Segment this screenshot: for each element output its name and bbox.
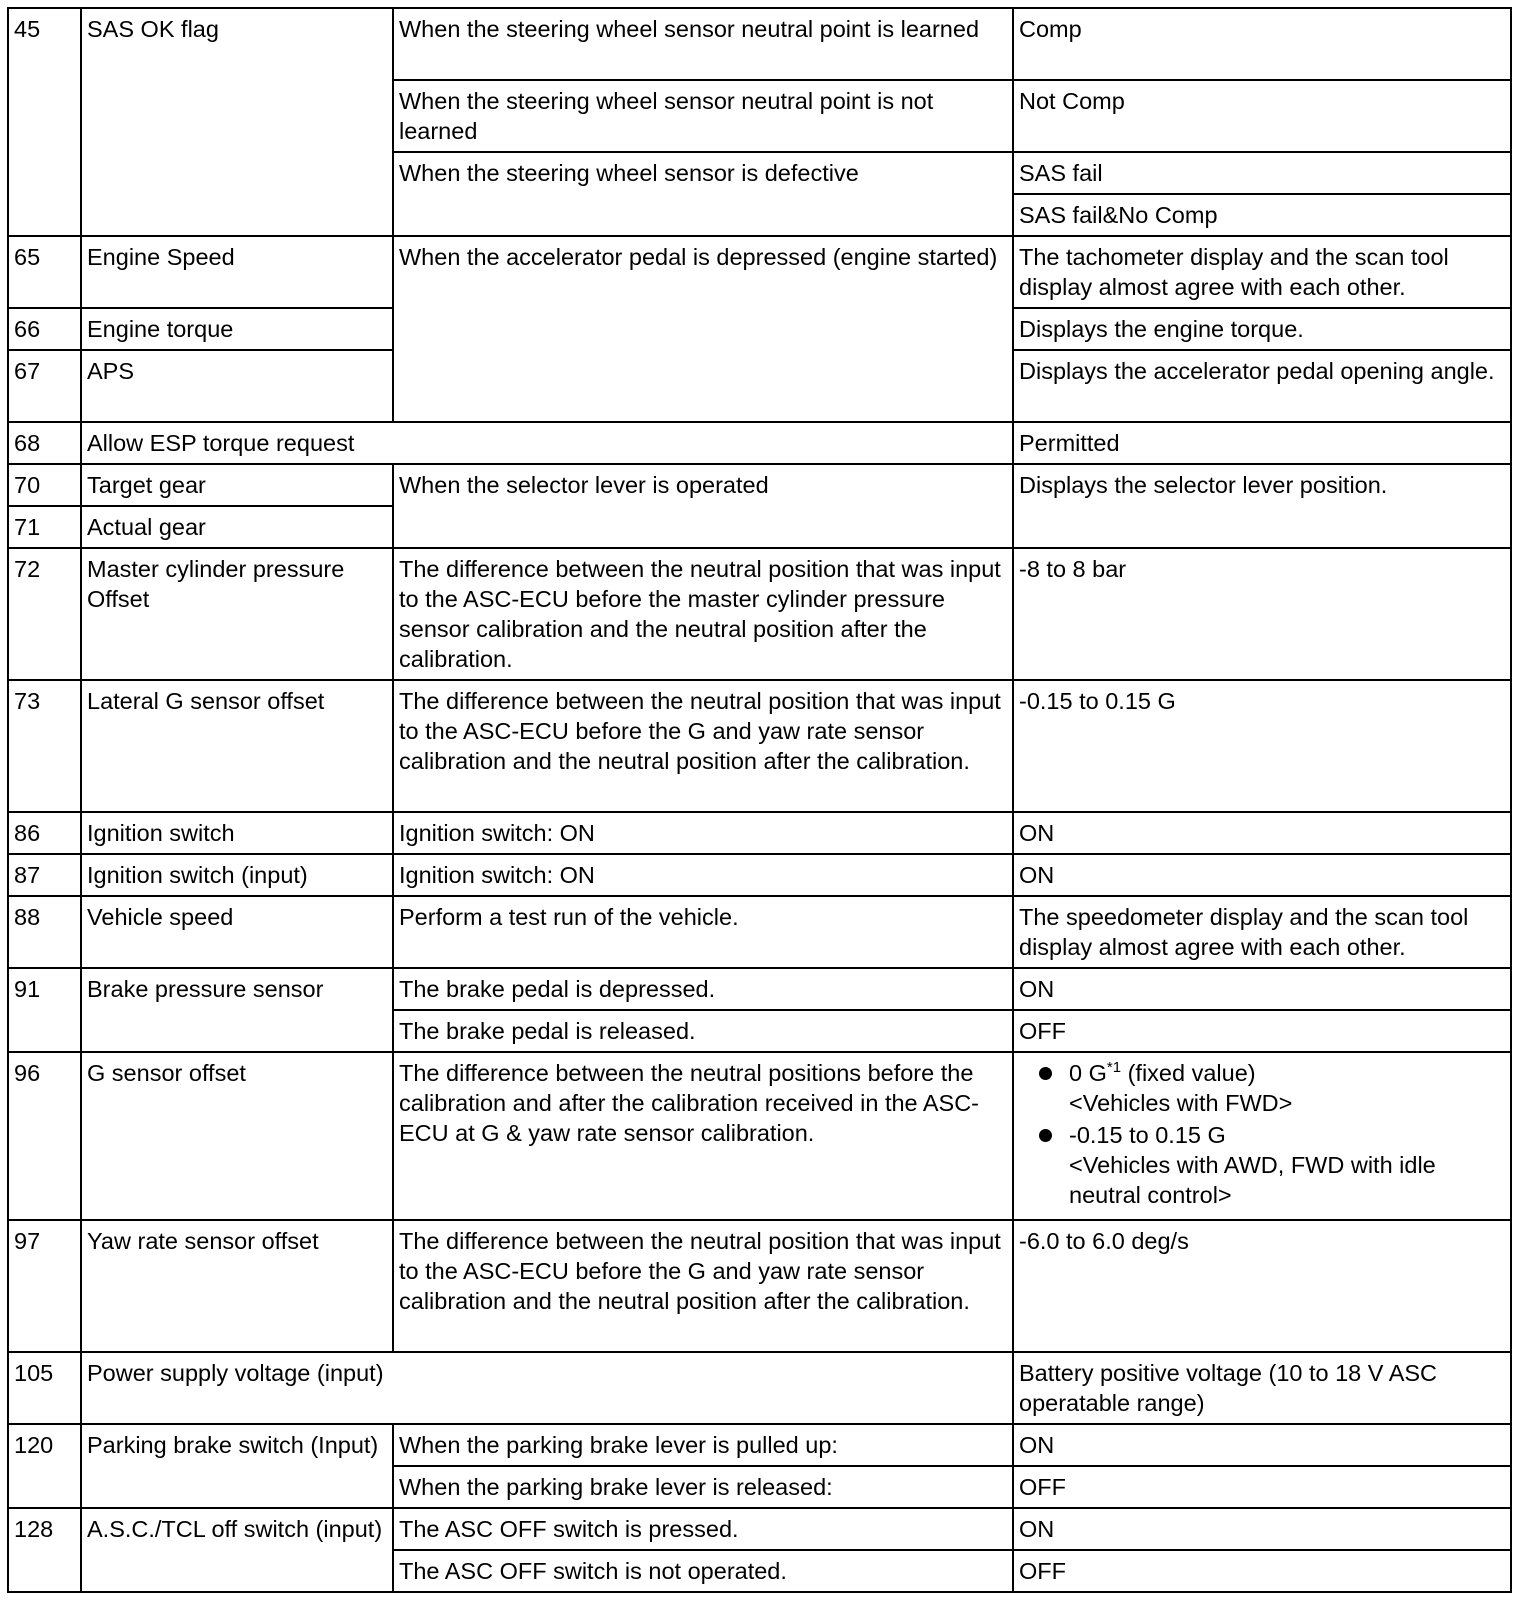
item-name: Vehicle speed	[81, 896, 393, 968]
table-row	[8, 8, 1511, 80]
check-condition: The ASC OFF switch is pressed.	[393, 1508, 1013, 1550]
check-condition: Ignition switch: ON	[393, 812, 1013, 854]
table-row	[8, 548, 1511, 680]
item-name: Brake pressure sensor	[81, 968, 393, 1052]
normal-condition: The speedometer display and the scan tool display almost agree with each other.	[1013, 896, 1511, 968]
item-no: 68	[8, 422, 81, 464]
bullet-value: 0 G	[1069, 1060, 1107, 1086]
item-no: 70	[8, 464, 81, 506]
service-data-page	[7, 7, 1510, 1593]
item-no: 71	[8, 506, 81, 548]
bullet-line	[1069, 1058, 1506, 1088]
table-row	[8, 812, 1511, 854]
service-data-table	[7, 7, 1512, 1593]
bullet-value: -0.15 to 0.15 G	[1069, 1122, 1226, 1148]
table-row	[8, 854, 1511, 896]
check-condition: The ASC OFF switch is not operated.	[393, 1550, 1013, 1592]
list-item	[1019, 1058, 1506, 1118]
bullet-icon	[1039, 1129, 1052, 1142]
item-no: 128	[8, 1508, 81, 1592]
item-name: Target gear	[81, 464, 393, 506]
normal-condition: Not Comp	[1013, 80, 1511, 152]
table-row	[8, 680, 1511, 812]
normal-condition: The tachometer display and the scan tool display almost agree with each other.	[1013, 236, 1511, 308]
check-condition: Ignition switch: ON	[393, 854, 1013, 896]
table-row	[8, 1220, 1511, 1352]
normal-condition: Displays the selector lever position.	[1013, 464, 1511, 548]
item-name: Ignition switch (input)	[81, 854, 393, 896]
check-condition: When the steering wheel sensor neutral point is not learned	[393, 80, 1013, 152]
normal-condition: Displays the engine torque.	[1013, 308, 1511, 350]
bullet-suffix: (fixed value)	[1121, 1060, 1256, 1086]
table-row	[8, 236, 1511, 308]
item-no: 65	[8, 236, 81, 308]
item-name: Parking brake switch (Input)	[81, 1424, 393, 1508]
item-name: Allow ESP torque request	[81, 422, 1013, 464]
check-condition: When the accelerator pedal is depressed (engine started)	[393, 236, 1013, 422]
normal-condition: OFF	[1013, 1550, 1511, 1592]
list-item	[1019, 1120, 1506, 1210]
normal-condition: Battery positive voltage (10 to 18 V ASC operatable range)	[1013, 1352, 1511, 1424]
item-name: Engine Speed	[81, 236, 393, 308]
item-no: 72	[8, 548, 81, 680]
bullet-note: <Vehicles with FWD>	[1069, 1090, 1293, 1116]
normal-condition: SAS fail&No Comp	[1013, 194, 1511, 236]
item-name: SAS OK flag	[81, 8, 393, 236]
normal-condition: SAS fail	[1013, 152, 1511, 194]
table-row	[8, 1052, 1511, 1220]
table-row	[8, 1424, 1511, 1466]
check-condition: The brake pedal is released.	[393, 1010, 1013, 1052]
item-name: Yaw rate sensor offset	[81, 1220, 393, 1352]
item-no: 67	[8, 350, 81, 422]
item-name: G sensor offset	[81, 1052, 393, 1220]
check-condition: When the steering wheel sensor neutral point is learned	[393, 8, 1013, 80]
normal-condition: ON	[1013, 1424, 1511, 1466]
item-name: Lateral G sensor offset	[81, 680, 393, 812]
item-no: 97	[8, 1220, 81, 1352]
item-no: 88	[8, 896, 81, 968]
check-condition: Perform a test run of the vehicle.	[393, 896, 1013, 968]
normal-condition	[1013, 1052, 1511, 1220]
normal-condition: ON	[1013, 1508, 1511, 1550]
item-name: APS	[81, 350, 393, 422]
normal-condition: -8 to 8 bar	[1013, 548, 1511, 680]
item-name: Engine torque	[81, 308, 393, 350]
normal-condition: Permitted	[1013, 422, 1511, 464]
item-no: 120	[8, 1424, 81, 1508]
item-no: 91	[8, 968, 81, 1052]
normal-condition: ON	[1013, 854, 1511, 896]
normal-condition: Displays the accelerator pedal opening angle.	[1013, 350, 1511, 422]
normal-condition: Comp	[1013, 8, 1511, 80]
item-name: Actual gear	[81, 506, 393, 548]
normal-condition: -6.0 to 6.0 deg/s	[1013, 1220, 1511, 1352]
item-no: 45	[8, 8, 81, 236]
item-no: 86	[8, 812, 81, 854]
item-name: Master cylinder pressure Offset	[81, 548, 393, 680]
item-no: 87	[8, 854, 81, 896]
table-row	[8, 896, 1511, 968]
item-name: A.S.C./TCL off switch (input)	[81, 1508, 393, 1592]
table-row	[8, 464, 1511, 506]
normal-condition-list	[1019, 1058, 1506, 1210]
item-no: 66	[8, 308, 81, 350]
check-condition: When the steering wheel sensor is defective	[393, 152, 1013, 236]
check-condition: When the parking brake lever is pulled up:	[393, 1424, 1013, 1466]
check-condition: The difference between the neutral position that was input to the ASC-ECU before the master cylinder pressure sensor calibration and the neutral position after the calibration.	[393, 548, 1013, 680]
normal-condition: -0.15 to 0.15 G	[1013, 680, 1511, 812]
footnote-marker: *1	[1106, 1059, 1122, 1077]
item-no: 105	[8, 1352, 81, 1424]
table-row	[8, 968, 1511, 1010]
check-condition: The brake pedal is depressed.	[393, 968, 1013, 1010]
bullet-icon	[1039, 1067, 1052, 1080]
table-row	[8, 422, 1511, 464]
item-name: Ignition switch	[81, 812, 393, 854]
item-no: 96	[8, 1052, 81, 1220]
bullet-note: <Vehicles with AWD, FWD with idle neutral control>	[1069, 1152, 1436, 1208]
check-condition: The difference between the neutral position that was input to the ASC-ECU before the G and yaw rate sensor calibration and the neutral position after the calibration.	[393, 680, 1013, 812]
normal-condition: ON	[1013, 812, 1511, 854]
item-no: 73	[8, 680, 81, 812]
table-row	[8, 1508, 1511, 1550]
check-condition: The difference between the neutral positions before the calibration and after the calibration received in the ASC-ECU at G & yaw rate sensor calibration.	[393, 1052, 1013, 1220]
check-condition: The difference between the neutral position that was input to the ASC-ECU before the G and yaw rate sensor calibration and the neutral position after the calibration.	[393, 1220, 1013, 1352]
check-condition: When the parking brake lever is released:	[393, 1466, 1013, 1508]
item-name: Power supply voltage (input)	[81, 1352, 1013, 1424]
normal-condition: OFF	[1013, 1466, 1511, 1508]
check-condition: When the selector lever is operated	[393, 464, 1013, 548]
normal-condition: OFF	[1013, 1010, 1511, 1052]
normal-condition: ON	[1013, 968, 1511, 1010]
table-row	[8, 1352, 1511, 1424]
